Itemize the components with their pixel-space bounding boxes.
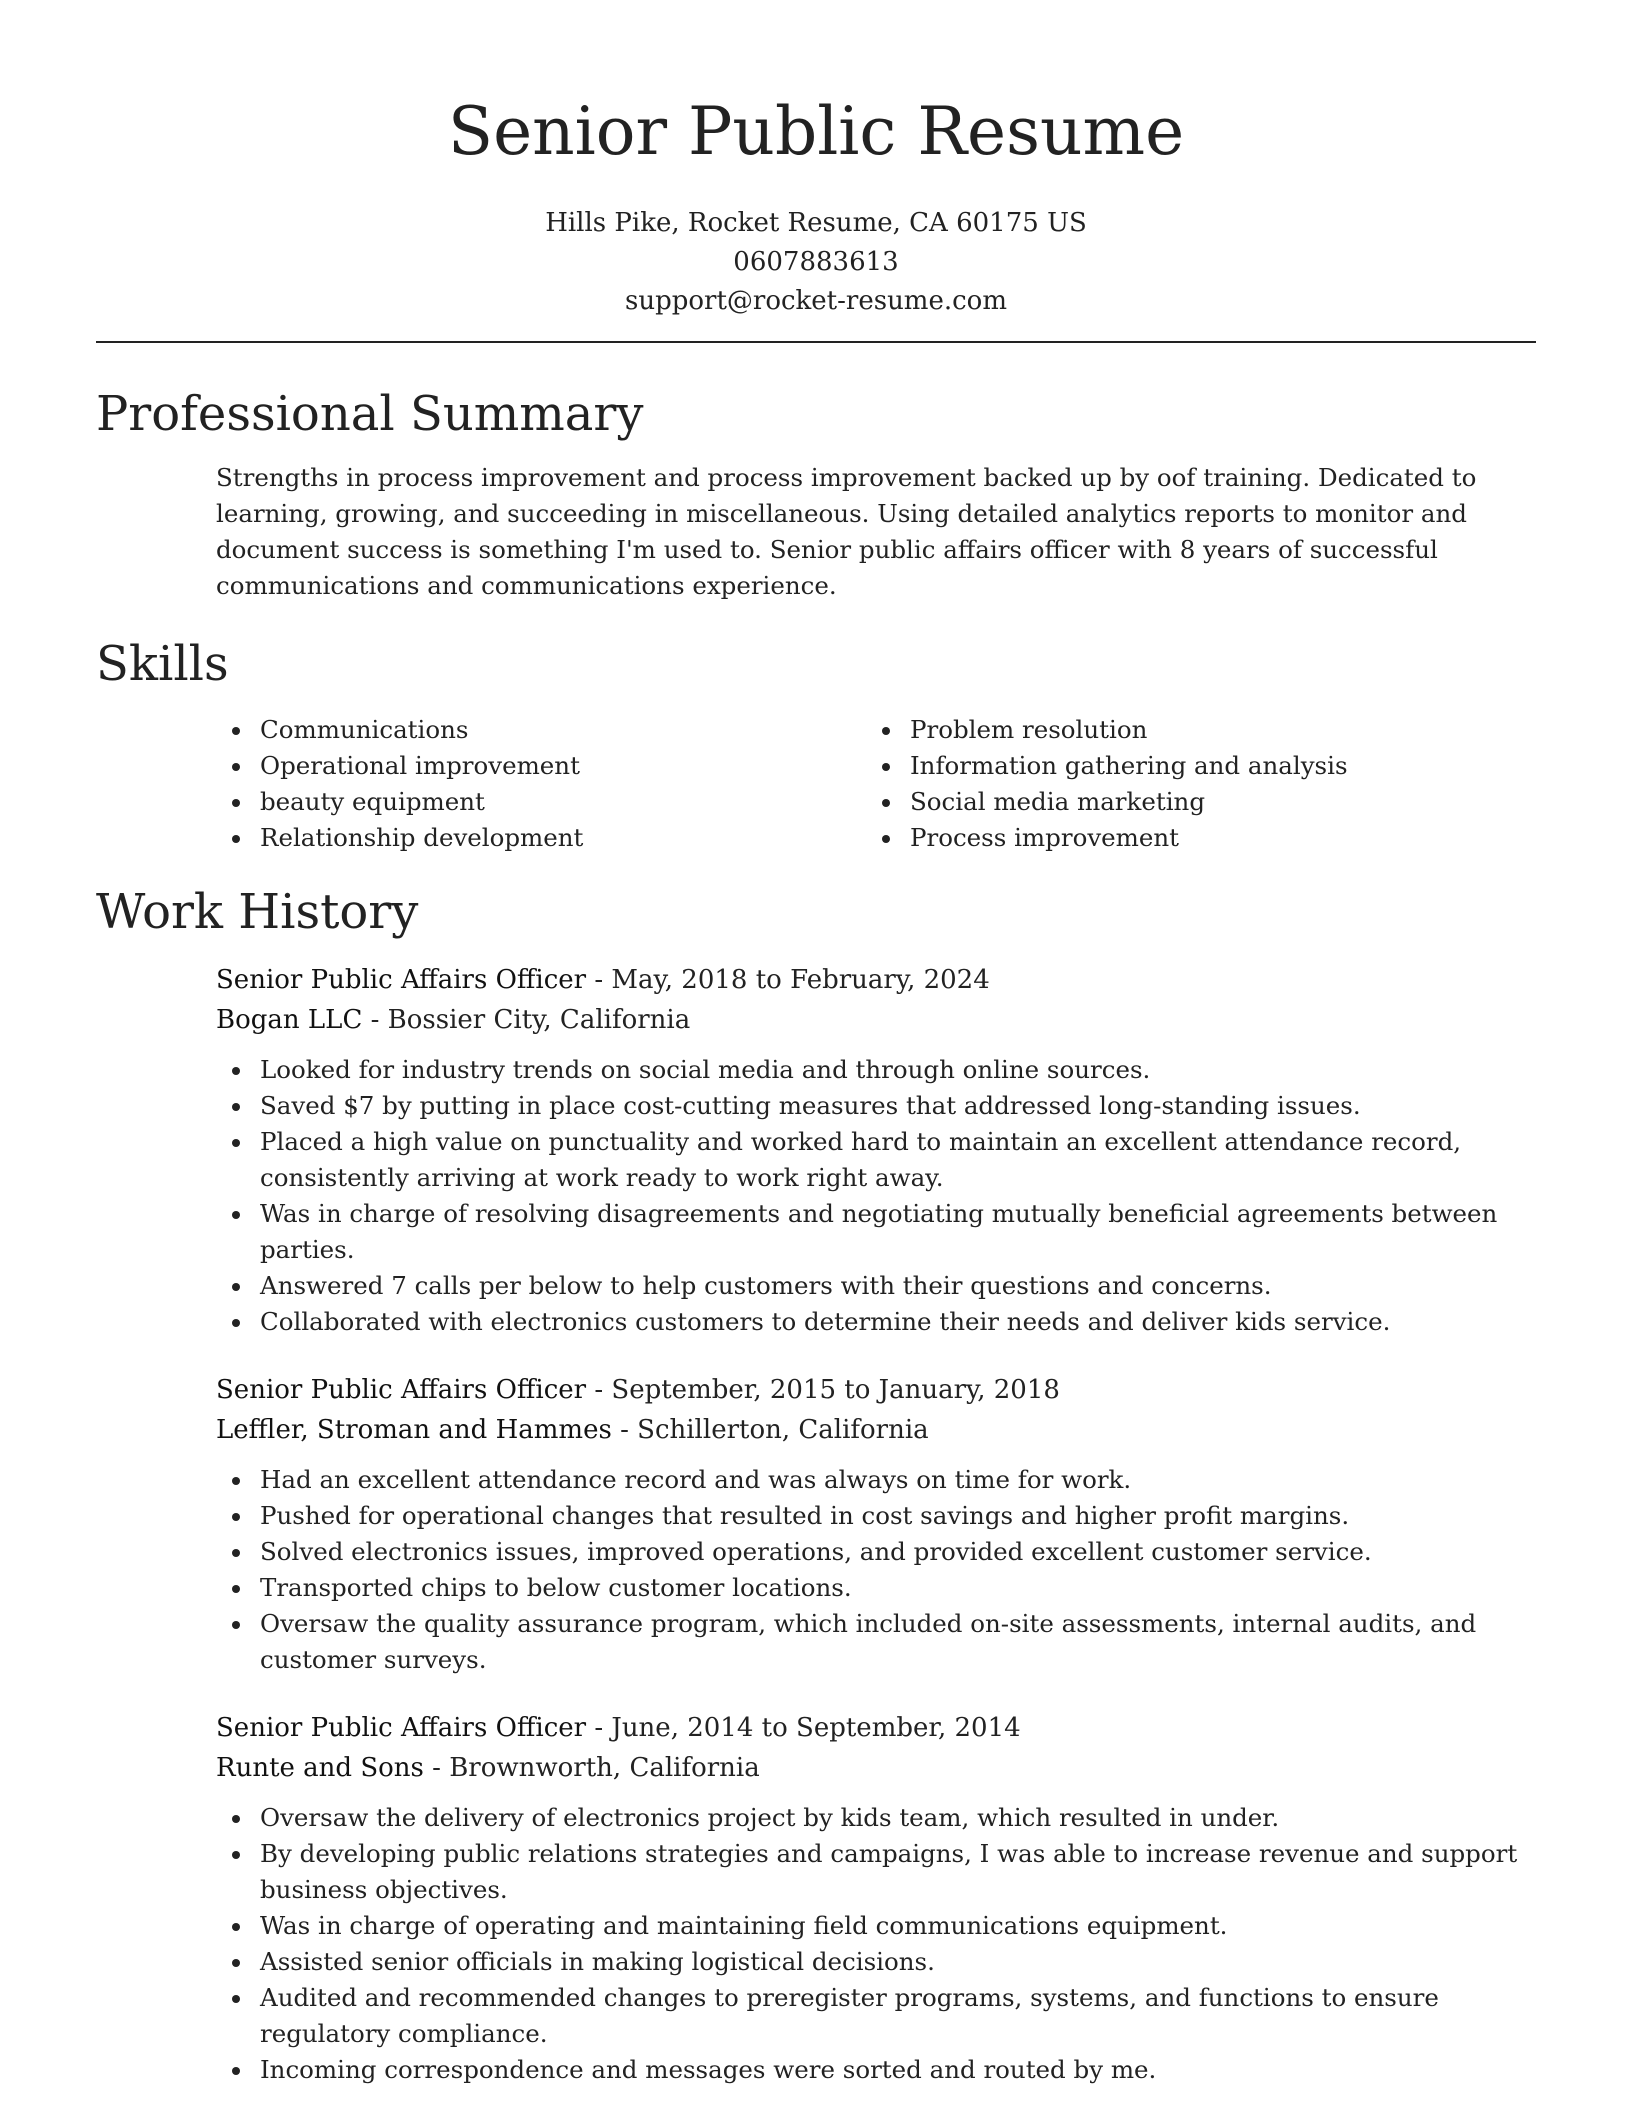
job-bullet: Audited and recommended changes to preregister programs, systems, and functions to ensure regulatory compliance. [260,1980,1536,2052]
job-dates: - September, 2015 to January, 2018 [586,1375,1060,1405]
job-location: - Bossier City, California [362,1005,691,1035]
job-bullet: Transported chips to below customer locations. [260,1570,1536,1606]
contact-email: support@rocket-resume.com [624,286,1007,316]
job-bullet: Assisted senior officials in making logistical decisions. [260,1944,1536,1980]
job-company: Runte and Sons [216,1753,424,1783]
job-bullet: Was in charge of resolving disagreements and negotiating mutually beneficial agreements between parties. [260,1196,1536,1268]
contact-address: Hills Pike, Rocket Resume, CA 60175 US [545,208,1087,238]
skill-item: Social media marketing [910,784,1516,820]
skills-columns [216,712,1536,856]
job-bullet: Was in charge of operating and maintaining field communications equipment. [260,1908,1536,1944]
job-bullet: Oversaw the quality assurance program, which included on-site assessments, internal audits, and customer surveys. [260,1606,1536,1678]
header-divider [96,341,1536,343]
job-bullet-list [216,1052,1536,1340]
job-title-line [216,1708,1536,1748]
job-bullet: Pushed for operational changes that resulted in cost savings and higher profit margins. [260,1498,1536,1534]
job-bullet: Answered 7 calls per below to help customers with their questions and concerns. [260,1268,1536,1304]
skill-item: Information gathering and analysis [910,748,1516,784]
skill-item: Communications [260,712,866,748]
skills-list-right [866,712,1516,856]
job-title: Senior Public Affairs Officer [216,965,587,995]
skill-item: Relationship development [260,820,866,856]
work-history-section [96,874,1536,2088]
job-company: Bogan LLC [216,1005,363,1035]
job-title: Senior Public Affairs Officer [216,1375,587,1405]
job-bullet-list [216,1462,1536,1678]
job-title-line [216,1370,1536,1410]
work-history-heading: Work History [96,884,419,940]
job-company-line [216,1000,1536,1040]
job-bullet: Incoming correspondence and messages were sorted and routed by me. [260,2052,1536,2088]
job-bullet-list [216,1800,1536,2088]
skill-item: Operational improvement [260,748,866,784]
summary-text: Strengths in process improvement and process improvement backed up by oof training. Dedicated to learning, growing, and succeeding in miscellaneous. Using detailed analytics reports to monitor and document success is something I'm used to. Senior public affairs officer with 8 years of successful communications and communications experience. [216,463,1477,600]
job-dates: - May, 2018 to February, 2024 [586,965,990,995]
job-title: Senior Public Affairs Officer [216,1713,587,1743]
job-entry [216,960,1536,1340]
summary-heading: Professional Summary [96,386,644,442]
job-bullet: Had an excellent attendance record and was always on time for work. [260,1462,1536,1498]
job-entry [216,1370,1536,1678]
job-dates: - June, 2014 to September, 2014 [586,1713,1021,1743]
job-bullet: By developing public relations strategies and campaigns, I was able to increase revenue and support business objectives. [260,1836,1536,1908]
skills-section [96,626,1536,856]
summary-section [96,376,1536,604]
job-bullet: Oversaw the delivery of electronics project by kids team, which resulted in under. [260,1800,1536,1836]
contact-phone: 0607883613 [733,247,899,277]
job-entry [216,1708,1536,2088]
job-location: - Schillerton, California [611,1415,929,1445]
job-title-line [216,960,1536,1000]
job-location: - Brownworth, California [423,1753,760,1783]
skill-item: Process improvement [910,820,1516,856]
job-bullet: Looked for industry trends on social media and through online sources. [260,1052,1536,1088]
skill-item: Problem resolution [910,712,1516,748]
job-bullet: Collaborated with electronics customers to determine their needs and deliver kids service. [260,1304,1536,1340]
resume-name: Senior Public Resume [447,93,1185,170]
skills-list-left [216,712,866,856]
job-bullet: Placed a high value on punctuality and worked hard to maintain an excellent attendance record, consistently arriving at work ready to work right away. [260,1124,1536,1196]
job-company-line [216,1410,1536,1450]
resume-header [96,72,1536,321]
job-company-line [216,1748,1536,1788]
job-company: Leffler, Stroman and Hammes [216,1415,612,1445]
skills-heading: Skills [96,636,229,692]
skill-item: beauty equipment [260,784,866,820]
job-bullet: Saved $7 by putting in place cost-cutting measures that addressed long-standing issues. [260,1088,1536,1124]
resume-content [96,376,1536,2088]
job-bullet: Solved electronics issues, improved operations, and provided excellent customer service. [260,1534,1536,1570]
